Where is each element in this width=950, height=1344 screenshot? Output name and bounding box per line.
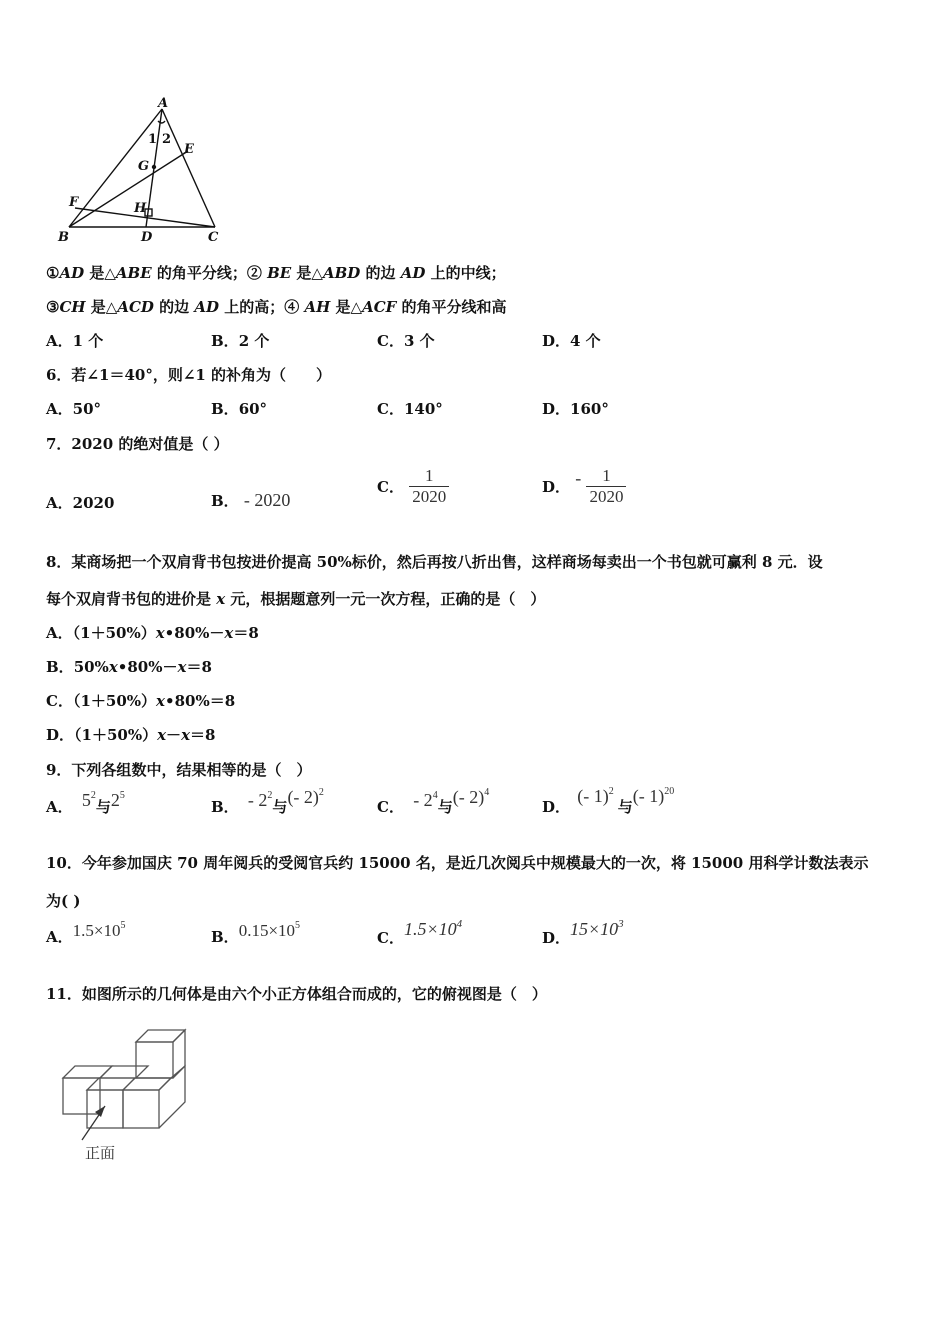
label-angle-1: 1 bbox=[148, 132, 158, 147]
q9-option-c[interactable]: C． - $2^4$与(- 2)$^4$ bbox=[377, 787, 490, 816]
q8-option-c[interactable]: C．（1＋50%）x•80%＝8 bbox=[46, 692, 236, 710]
q7-stem: 7．2020 的绝对值是（ ） bbox=[46, 435, 229, 453]
label-G: G bbox=[138, 159, 150, 174]
q5-option-c[interactable]: C．3 个 bbox=[377, 332, 435, 350]
q7-option-c-fraction: $\frac{1}{2020}$ bbox=[409, 466, 449, 507]
q7-option-d-fraction: $\frac{1}{2020}$ bbox=[586, 466, 626, 507]
q5-option-a[interactable]: A．1 个 bbox=[46, 332, 104, 350]
q9-option-d[interactable]: D． (- 1)$^2$与(- 1)$^{20}$ bbox=[542, 786, 675, 816]
q9-option-a[interactable]: A． $5^2$与$2^5$ bbox=[46, 790, 125, 816]
q6-option-b[interactable]: B．60° bbox=[211, 400, 268, 418]
q5-statement-2: ③CH 是△ACD 的边 AD 上的高；④ AH 是△ACF 的角平分线和高 bbox=[46, 298, 507, 316]
q5-statement-1: ①AD 是△ABE 的角平分线；② BE 是△ABD 的边 AD 上的中线； bbox=[46, 264, 506, 282]
label-H: H bbox=[134, 201, 147, 216]
q8-option-b[interactable]: B．50%x•80%－x＝8 bbox=[46, 658, 212, 676]
q7-option-c[interactable]: C． $\frac{1}{2020}$ bbox=[377, 466, 449, 507]
q8-stem-line-2: 每个双肩背书包的进价是 x 元，根据题意列一元一次方程，正确的是（ ） bbox=[46, 590, 546, 608]
q5-option-b[interactable]: B．2 个 bbox=[211, 332, 270, 350]
q6-option-d[interactable]: D．160° bbox=[542, 400, 609, 418]
q6-stem: 6．若∠1＝40°，则∠1 的补角为（ ） bbox=[46, 366, 332, 384]
label-D: D bbox=[141, 230, 153, 245]
q10-option-a[interactable]: A．$1.5\times 10^5$ bbox=[46, 920, 126, 946]
q6-option-a[interactable]: A．50° bbox=[46, 400, 102, 418]
q9-stem: 9．下列各组数中，结果相等的是（ ） bbox=[46, 761, 312, 779]
q10-stem-line-1: 10．今年参加国庆 70 周年阅兵的受阅官兵约 15000 名，是近几次阅兵中规模最大的一次，将 15000 用科学计数法表示 bbox=[46, 854, 869, 872]
q7-option-a[interactable]: A．2020 bbox=[46, 494, 115, 512]
label-angle-2: 2 bbox=[162, 132, 172, 147]
triangle-figure bbox=[55, 95, 235, 245]
label-B: B bbox=[58, 230, 69, 245]
q10-stem-line-2: 为( ) bbox=[46, 892, 81, 910]
q9-option-b[interactable]: B． - $2^2$与(- 2)$^2$ bbox=[211, 787, 324, 816]
q8-option-d[interactable]: D．（1＋50%）x－x＝8 bbox=[46, 726, 216, 744]
label-F: F bbox=[69, 195, 79, 210]
q7-option-d[interactable]: D． - $\frac{1}{2020}$ bbox=[542, 466, 626, 507]
q10-option-d[interactable]: D．$15\times 10^3$ bbox=[542, 918, 624, 947]
cubes-figure bbox=[55, 1022, 195, 1167]
q8-option-a[interactable]: A．（1＋50%）x•80%－x＝8 bbox=[46, 624, 259, 642]
label-A: A bbox=[158, 96, 169, 111]
q10-option-c[interactable]: C．$1.5\times 10^4$ bbox=[377, 918, 463, 947]
label-C: C bbox=[208, 230, 219, 245]
q6-option-c[interactable]: C．140° bbox=[377, 400, 443, 418]
q10-option-b[interactable]: B．$0.15\times 10^5$ bbox=[211, 920, 301, 946]
q5-option-d[interactable]: D．4 个 bbox=[542, 332, 601, 350]
front-view-label: 正面 bbox=[85, 1144, 116, 1162]
q7-option-b[interactable]: B． - 2020 bbox=[211, 490, 291, 510]
label-E: E bbox=[184, 142, 194, 157]
q8-stem-line-1: 8．某商场把一个双肩背书包按进价提高 50%标价，然后再按八折出售，这样商场每卖出一个书包就可赢利 8 元．设 bbox=[46, 553, 823, 571]
q11-stem: 11．如图所示的几何体是由六个小正方体组合而成的，它的俯视图是（ ） bbox=[46, 985, 547, 1003]
